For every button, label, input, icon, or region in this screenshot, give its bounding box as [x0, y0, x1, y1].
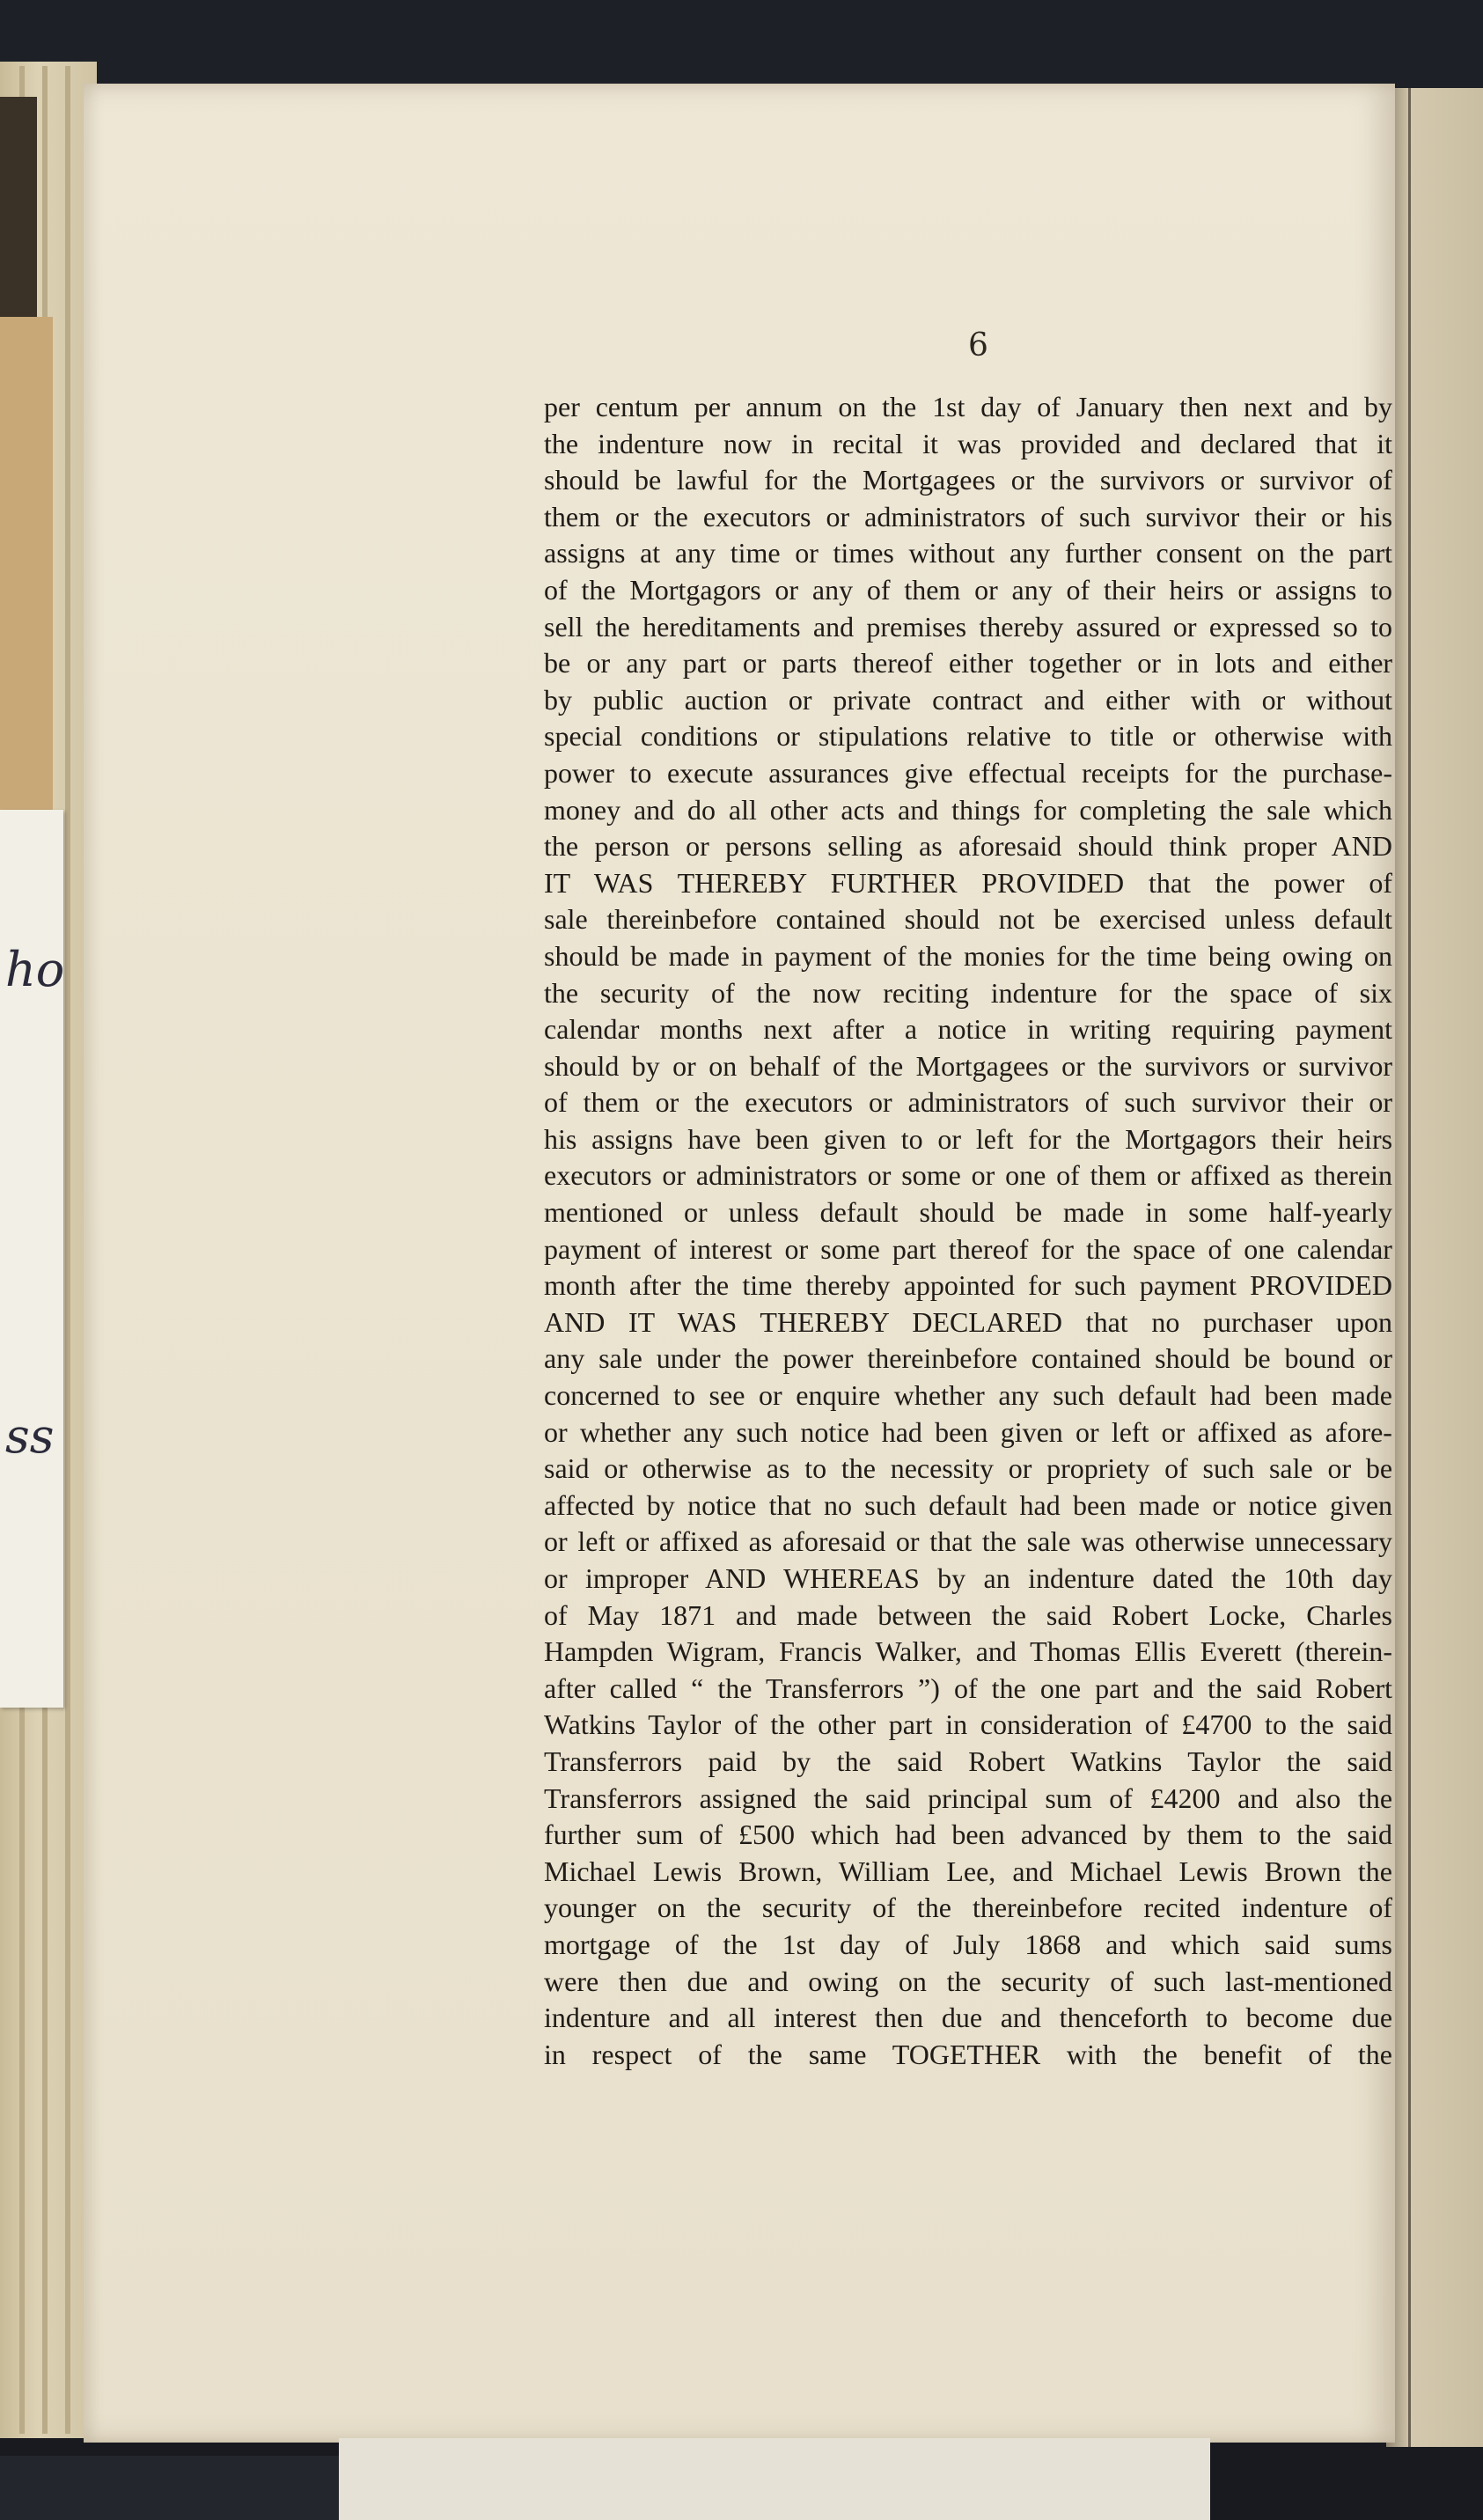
- text-line: Hampden Wigram, Francis Walker, and Thomas Ellis Everett (therein-: [544, 1635, 1392, 1668]
- binding-tab: [0, 97, 37, 317]
- text-line: be or any part or parts thereof either together or in lots and either: [544, 647, 1392, 680]
- text-line: younger on the security of the thereinbefore recited indenture of: [544, 1892, 1392, 1924]
- margin-slip: [0, 810, 63, 1708]
- facing-page: [1386, 88, 1483, 2447]
- text-line: of the Mortgagors or any of them or any of their heirs or assigns to: [544, 573, 1392, 606]
- facing-page-edge: [1408, 88, 1411, 2447]
- body-text: [544, 389, 1392, 2073]
- handwritten-mark-bottom: ss: [5, 1408, 55, 1464]
- text-line: any sale under the power thereinbefore contained should be bound or: [544, 1342, 1392, 1375]
- text-line: further sum of £500 which had been advanced by them to the said: [544, 1818, 1392, 1851]
- text-line: in respect of the same TOGETHER with the benefit of the: [544, 2038, 1392, 2070]
- text-line: executors or administrators or some or one of them or affixed as therein: [544, 1159, 1392, 1192]
- text-line: mentioned or unless default should be made in some half-yearly: [544, 1196, 1392, 1229]
- text-line: Michael Lewis Brown, William Lee, and Michael Lewis Brown the: [544, 1855, 1392, 1887]
- text-line: special conditions or stipulations relative to title or otherwise with: [544, 720, 1392, 753]
- text-line: per centum per annum on the 1st day of January then next and by: [544, 391, 1392, 422]
- handwritten-mark-top: ho: [5, 942, 65, 997]
- text-line: or improper AND WHEREAS by an indenture dated the 10th day: [544, 1562, 1392, 1594]
- text-line: or whether any such notice had been given or left or affixed as afore-: [544, 1415, 1392, 1448]
- text-line: Transferrors paid by the said Robert Watkins Taylor the said: [544, 1745, 1392, 1777]
- page-number: 6: [968, 327, 988, 364]
- text-line: of them or the executors or administrators of such survivor their or: [544, 1086, 1392, 1119]
- text-line: should be made in payment of the monies for the time being owing on: [544, 939, 1392, 972]
- bottom-paper-tab: [339, 2438, 1210, 2520]
- text-line: the security of the now reciting indenture for the space of six: [544, 976, 1392, 1009]
- text-line: AND IT WAS THEREBY DECLARED that no purchaser upon: [544, 1305, 1392, 1338]
- text-line: or left or affixed as aforesaid or that the sale was otherwise unnecessary: [544, 1525, 1392, 1558]
- text-line: month after the time thereby appointed for such payment PROVIDED: [544, 1269, 1392, 1302]
- text-line: his assigns have been given to or left for the Mortgagors their heirs: [544, 1122, 1392, 1155]
- text-line: after called “ the Transferrors ”) of the one part and the said Robert: [544, 1671, 1392, 1704]
- text-line: power to execute assurances give effectual receipts for the purchase-: [544, 756, 1392, 789]
- text-line: Transferrors assigned the said principal sum of £4200 and also the: [544, 1782, 1392, 1814]
- text-line: IT WAS THEREBY FURTHER PROVIDED that the power of: [544, 866, 1392, 899]
- bottom-shadow: [0, 2456, 339, 2520]
- text-line: calendar months next after a notice in writing requiring payment: [544, 1013, 1392, 1046]
- text-line: affected by notice that no such default had been made or notice given: [544, 1488, 1392, 1521]
- text-line: indenture and all interest then due and thenceforth to become due: [544, 2002, 1392, 2034]
- page-edge-line: [65, 66, 70, 2434]
- text-line: money and do all other acts and things for completing the sale which: [544, 793, 1392, 826]
- text-line: Watkins Taylor of the other part in consideration of £4700 to the said: [544, 1708, 1392, 1741]
- amber-paper-strip: [0, 317, 53, 810]
- text-line: sell the hereditaments and premises thereby assured or expressed so to: [544, 610, 1392, 643]
- text-line: were then due and owing on the security of such last-mentioned: [544, 1965, 1392, 1997]
- text-line: said or otherwise as to the necessity or propriety of such sale or be: [544, 1452, 1392, 1485]
- text-line: by public auction or private contract and either with or without: [544, 683, 1392, 716]
- text-line: should be lawful for the Mortgagees or the survivors or survivor of: [544, 464, 1392, 496]
- text-line: mortgage of the 1st day of July 1868 and which said sums: [544, 1928, 1392, 1960]
- text-line: concerned to see or enquire whether any such default had been made: [544, 1379, 1392, 1412]
- text-line: the indenture now in recital it was provided and declared that it: [544, 427, 1392, 459]
- text-line: should by or on behalf of the Mortgagees or the survivors or survivor: [544, 1049, 1392, 1082]
- text-line: them or the executors or administrators of such survivor their or his: [544, 500, 1392, 533]
- text-line: of May 1871 and made between the said Robert Locke, Charles: [544, 1598, 1392, 1631]
- text-line: the person or persons selling as aforesaid should think proper AND: [544, 830, 1392, 863]
- text-line: assigns at any time or times without any further consent on the part: [544, 537, 1392, 569]
- text-line: payment of interest or some part thereof for the space of one calendar: [544, 1232, 1392, 1265]
- text-line: sale thereinbefore contained should not be exercised unless default: [544, 903, 1392, 936]
